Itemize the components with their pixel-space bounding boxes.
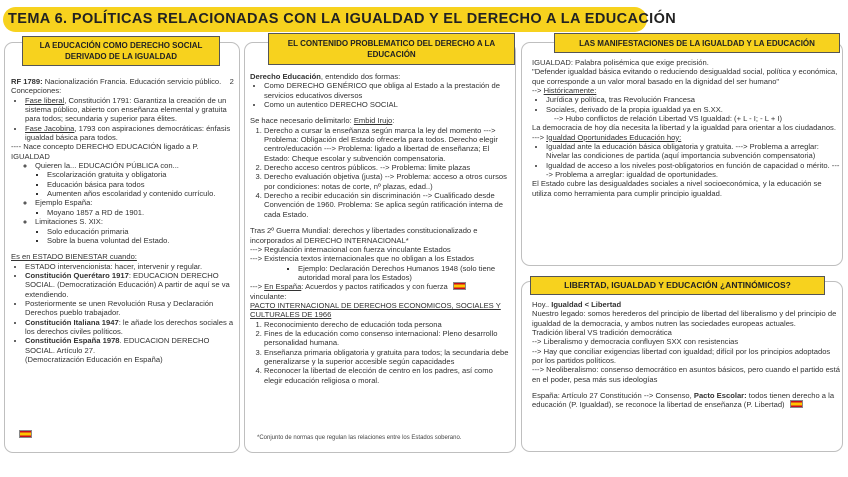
list-item: ▪ Sobre la buena voluntad del Estado. bbox=[47, 236, 236, 245]
list-item: • Sociales, derivado de la propia igualdad ya en S.XX. bbox=[546, 105, 840, 114]
list-item: • Como DERECHO GENÉRICO que obliga al Estado a la prestación de servicios educativos diversos bbox=[264, 81, 512, 100]
panel-body-education-social-right: RF 1789: Nacionalización Francia. Educación servicio público. 2 Concepciones: • Fase liberal, Constitución 1791: Garantiza la creación de un sistema público, abierto con enseñanza elemental y gratuita para todos; secundaria y superior para élites. • Fase Jacobina, 1793 con aspiraciones democráticas: énfasis igualdad básica para todos. ---- Nace concepto DERECHO EDUCACIÓN ligado a P. IGUALDAD ◦ Quieren la... EDUCACIÓN PÚBLICA con... ▪ Escolarización gratuita y obligatoria ▪ Educación básica para todos ▪ Aumenten años escolaridad y contenido currículo. ◦ Ejemplo España: ▪ Moyano 1857 a RD de 1901. ◦ Limitaciones S. XIX: ▪ Solo educación primaria ▪ Sobre la buena voluntad del Estado. Es en ESTADO BIENESTAR cuando: • ESTADO intervencionista: hacer, intervenir y regular. • Constitución Querétaro 1917: EDUCACION DERECHO SOCIAL. (Democratización Educación) A partir de aquí se va extendiendo. • Posteriormente se unen Revolución Rusa y Declaración Derechos pueblo trabajador. • Constitución Italiana 1947: le añade los derechos sociales a los derechos civiles políticos. • Constitución España 1978. EDUCACION DERECHO SOCIAL. Artículo 27. (Democratización Educación en España) bbox=[11, 77, 236, 364]
list-item: • Constitución España 1978. EDUCACION DERECHO SOCIAL. Artículo 27. bbox=[25, 336, 236, 355]
panel-body-manifestations: IGUALDAD: Palabra polisémica que exige precisión. "Defender igualdad básica evitando o reduciendo desigualdad social, política y económica, que corresponde a un valor moral basado en la dignidad del ser humano" --> Históricamente: • Jurídica y política, tras Revolución Francesa • Sociales, derivado de la propia igualdad ya en S.XX. --> Hubo conflictos de relación Libertad VS Igualdad: (+ L - I; - L + I) La democracia de hoy día necesita la libertad y la igualdad para orientar a los ciudadanos. ---> Igualdad Oportunidades Educación hoy: • Igualdad ante la educación básica obligatoria y gratuita. ---> Problema a arreglar: Nivelar las condiciones de partida (aquí importancia subvención compensatoria) • Igualdad de acceso a los niveles post-obligatorios en función de capacidad o mérito. ----> Problema a arreglar: igualdad de oportunidades. El Estado cubre las desigualdades sociales a nivel socioeconómica, y la educación se utiliza como herramienta para cumplir principio igualdad. bbox=[532, 58, 840, 198]
panel-header-problematic-content: EL CONTENIDO PROBLEMATICO DEL DERECHO A LA EDUCACIÓN bbox=[268, 33, 515, 65]
list-item: • Igualdad de acceso a los niveles post-obligatorios en función de capacidad o mérito. ----> Problema a arreglar: igualdad de oportunidades. bbox=[546, 161, 840, 180]
list-item: ◦ Ejemplo España: ▪ Moyano 1857 a RD de 1901. bbox=[35, 198, 236, 217]
page-title: TEMA 6. POLÍTICAS RELACIONADAS CON LA IGUALDAD Y EL DERECHO A LA EDUCACIÓN bbox=[3, 7, 647, 32]
list-item: • Fase Jacobina, 1793 con aspiraciones democráticas: énfasis igualdad básica para todos. bbox=[25, 124, 236, 143]
list-item: 3. Derecho evaluación objetiva (justa) --> Problema: acceso a otros cursos por condiciones: notas de corte, nº plazas, edad..) bbox=[264, 172, 512, 191]
panel-header-education-social-right: LA EDUCACIÓN COMO DERECHO SOCIAL DERIVADO DE LA IGUALDAD bbox=[22, 36, 220, 66]
list-item: ◦ Quieren la... EDUCACIÓN PÚBLICA con... ▪ Escolarización gratuita y obligatoria ▪ Educación básica para todos ▪ Aumenten años escolaridad y contenido currículo. bbox=[35, 161, 236, 198]
list-item: ◦ Limitaciones S. XIX: ▪ Solo educación primaria ▪ Sobre la buena voluntad del Estado. bbox=[35, 217, 236, 245]
panel-body-liberty-equality: Hoy.. Igualdad < Libertad Nuestro legado: somos herederos del principio de libertad del liberalismo y del principio de igualdad de la democracia, y ambos nutren las sociedades europeas actuales. Tradición liberal VS tradición democrática --> Liberalismo y democracia confluyen SXX con resistencias --> Hay que conciliar exigencias libertad con igualdad; difícil por los principios adoptados por los partidos políticos. ---> Neoliberalismo: consenso democrático en asuntos básicos, pero cuando el partido está en el poder, pesa más sus ideologías España: Artículo 27 Constitución --> Consenso, Pacto Escolar: todos tienen derecho a la educación (P. Igualdad), se reconoce la libertad de enseñanza (P. Libertad) bbox=[532, 300, 840, 410]
list-item: 4. Derecho a recibir educación sin discriminación --> Cualificado desde Convención de 1960. Problema: Se aplica según ratificación interna de cada Estado. bbox=[264, 191, 512, 219]
list-item: ▪ Solo educación primaria bbox=[47, 227, 236, 236]
list-item: 1. Derecho a cursar la enseñanza según marca la ley del momento ---> Problema: Obligación del Estado ofrecerla para todos. Derecho elegir centro/educación ---> Problema: ligado a libertad de enseñanza; El Estado: Cheque escolar y subvención compensatoria. bbox=[264, 126, 512, 163]
list-item: • Igualdad ante la educación básica obligatoria y gratuita. ---> Problema a arreglar: Nivelar las condiciones de partida (aquí importancia subvención compensatoria) bbox=[546, 142, 840, 161]
list-item: • Constitución Querétaro 1917: EDUCACION DERECHO SOCIAL. (Democratización Educación) A partir de aquí se va extendiendo. bbox=[25, 271, 236, 299]
list-item: • Posteriormente se unen Revolución Rusa y Declaración Derechos pueblo trabajador. bbox=[25, 299, 236, 318]
panel-header-manifestations: LAS MANIFESTACIONES DE LA IGUALDAD Y LA EDUCACIÓN bbox=[554, 33, 840, 53]
list-item: ▪ Aumenten años escolaridad y contenido currículo. bbox=[47, 189, 236, 198]
list-item: • ESTADO intervencionista: hacer, intervenir y regular. bbox=[25, 262, 236, 271]
list-item: ▪ Moyano 1857 a RD de 1901. bbox=[47, 208, 236, 217]
list-item: • Constitución Italiana 1947: le añade los derechos sociales a los derechos civiles políticos. bbox=[25, 318, 236, 337]
list-item: 4. Reconocer la libertad de elección de centro en los padres, así como elegir educación religiosa o moral. bbox=[264, 366, 512, 385]
list-item: • Fase liberal, Constitución 1791: Garantiza la creación de un sistema público, abierto con enseñanza elemental y gratuita para todos; secundaria y superior para élites. bbox=[25, 96, 236, 124]
list-item: • Como un autentico DERECHO SOCIAL bbox=[264, 100, 512, 109]
list-item: 3. Enseñanza primaria obligatoria y gratuita para todos; la secundaria debe generalizarse y la superior accesible según capacidades bbox=[264, 348, 512, 367]
list-item: ▪ Escolarización gratuita y obligatoria bbox=[47, 170, 236, 179]
list-item: 1. Reconocimiento derecho de educación toda persona bbox=[264, 320, 512, 329]
list-item: ▪ Ejemplo: Declaración Derechos Humanos 1948 (solo tiene autoridad moral para los Estados) bbox=[298, 264, 512, 283]
spain-flag-icon bbox=[19, 430, 32, 438]
list-item: 2. Derecho acceso centros públicos. --> Problema: limite plazas bbox=[264, 163, 512, 172]
list-item: 2. Fines de la educación como consenso internacional: Pleno desarrollo personalidad humana. bbox=[264, 329, 512, 348]
spain-flag-icon bbox=[453, 282, 466, 290]
panel-body-problematic-content: Derecho Educación, entendido dos formas: • Como DERECHO GENÉRICO que obliga al Estado a la prestación de servicios educativos diversos • Como un autentico DERECHO SOCIAL Se hace necesario delimitarlo: Embid Irujo: 1. Derecho a cursar la enseñanza según marca la ley del momento ---> Problema: Obligación del Estado ofrecerla para todos. Derecho elegir centro/educación ---> Problema: ligado a libertad de enseñanza; El Estado: Cheque escolar y subvención compensatoria. 2. Derecho acceso centros públicos. --> Problema: limite plazas 3. Derecho evaluación objetiva (justa) --> Problema: acceso a otros cursos por condiciones: notas de corte, nº plazas, edad..) 4. Derecho a recibir educación sin discriminación --> Cualificado desde Convención de 1960. Problema: Se aplica según ratificación interna de cada Estado. Tras 2º Guerra Mundial: derechos y libertades constitucionalizado e incorporados al DERECHO INTERNACIONAL* ---> Regulación internacional con fuerza vinculante Estados ---> Existencia textos internacionales que no obligan a los Estados ▪ Ejemplo: Declaración Derechos Humanos 1948 (solo tiene autoridad moral para los Estados) ---> En España: Acuerdos y pactos ratificados y con fuerza vinculante: PACTO INTERNACIONAL DE DERECHOS ECONOMICOS, SOCIALES Y CULTURALES DE 1966 1. Reconocimiento derecho de educación toda persona 2. Fines de la educación como consenso internacional: Pleno desarrollo personalidad humana. 3. Enseñanza primaria obligatoria y gratuita para todos; la secundaria debe generalizarse y la superior accesible según capacidades 4. Reconocer la libertad de elección de centro en los padres, así como elegir educación religiosa o moral. bbox=[250, 72, 512, 385]
spain-flag-icon bbox=[790, 400, 803, 408]
panel-header-liberty-equality: LIBERTAD, IGUALDAD Y EDUCACIÓN ¿ANTINÓMICOS? bbox=[530, 276, 825, 295]
list-item: • Jurídica y política, tras Revolución Francesa bbox=[546, 95, 840, 104]
rf-1789: RF 1789: bbox=[11, 77, 43, 86]
footnote: *Conjunto de normas que regulan las relaciones entre los Estados soberano. bbox=[257, 435, 462, 441]
list-item: ▪ Educación básica para todos bbox=[47, 180, 236, 189]
